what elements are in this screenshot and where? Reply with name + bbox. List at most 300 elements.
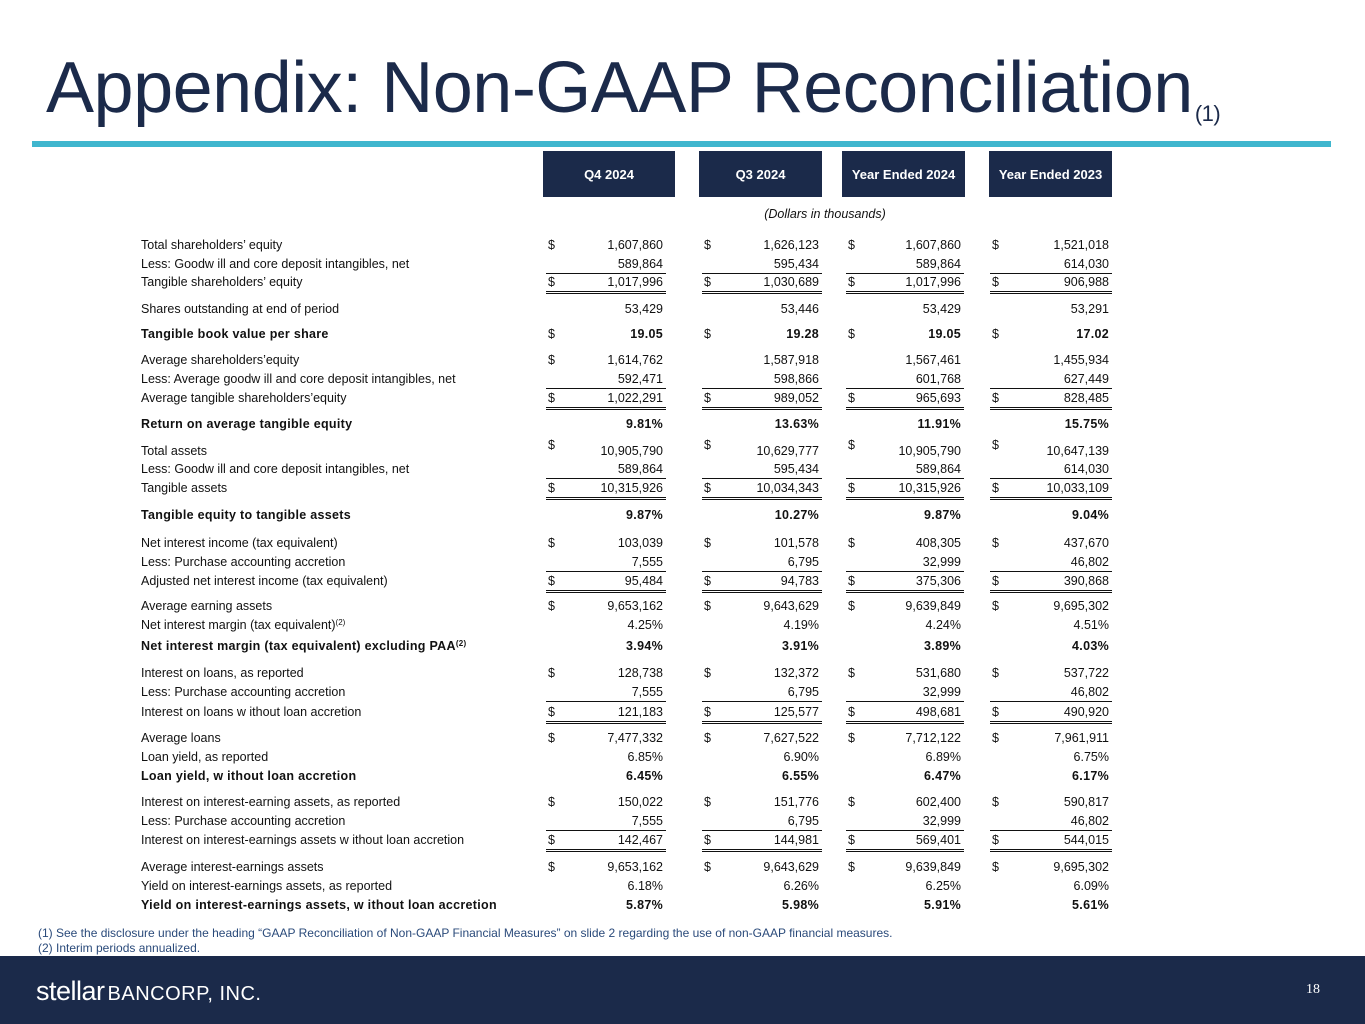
table-row — [0, 352, 1365, 368]
subtotal-underline — [846, 830, 964, 831]
cell-value: 6.47% — [924, 769, 961, 783]
cell-value: 9.81% — [626, 417, 663, 431]
column-header-year-2024: Year Ended 2024 — [842, 151, 965, 197]
currency-symbol: $ — [992, 731, 999, 745]
table-row — [0, 390, 1365, 406]
total-double-underline — [702, 849, 822, 852]
table-row — [0, 665, 1365, 681]
cell-value: 595,434 — [773, 462, 819, 476]
currency-symbol: $ — [992, 860, 999, 874]
cell-value: 10.27% — [774, 508, 819, 522]
title-divider — [32, 141, 1331, 147]
subtotal-underline — [702, 701, 822, 702]
units-note: (Dollars in thousands) — [764, 207, 886, 221]
row-label-text: Total assets — [141, 444, 208, 458]
table-row — [0, 897, 1365, 913]
subtotal-underline — [990, 830, 1112, 831]
row-label-text: Tangible shareholders’ equity — [141, 275, 303, 289]
cell-value: 6.75% — [1073, 750, 1109, 764]
row-label-text: Yield on interest-earnings assets, as reported — [141, 879, 393, 893]
cell-value: 1,022,291 — [607, 391, 663, 405]
cell-value: 95,484 — [624, 574, 663, 588]
total-double-underline — [546, 497, 666, 500]
row-label — [141, 274, 302, 290]
cell-value: 32,999 — [922, 555, 961, 569]
table-row — [0, 794, 1365, 810]
cell-value: 592,471 — [617, 372, 663, 386]
cell-value: 4.25% — [627, 618, 663, 632]
row-label-text: Average tangible shareholders’equity — [141, 391, 347, 405]
row-label — [141, 352, 299, 368]
currency-symbol: $ — [548, 599, 555, 613]
currency-symbol: $ — [704, 705, 711, 719]
currency-symbol: $ — [848, 536, 855, 550]
cell-value: 11.91% — [917, 417, 961, 431]
logo-wordmark: stellar — [36, 976, 105, 1006]
row-label — [141, 598, 272, 614]
cell-value: 375,306 — [915, 574, 961, 588]
row-label-text: Less: Purchase accounting accretion — [141, 814, 346, 828]
footer-bar — [0, 956, 1365, 1024]
row-label — [141, 390, 346, 406]
table-row — [0, 326, 1365, 342]
subtotal-underline — [846, 388, 964, 389]
row-label-text: Return on average tangible equity — [141, 417, 353, 431]
currency-symbol: $ — [704, 438, 711, 452]
cell-value: 9,695,302 — [1053, 599, 1109, 613]
row-label-text: Less: Average goodw ill and core deposit intangibles, net — [141, 372, 456, 386]
subtotal-underline — [546, 830, 666, 831]
currency-symbol: $ — [704, 731, 711, 745]
row-label — [141, 237, 282, 253]
subtotal-underline — [846, 571, 964, 572]
cell-value: 53,429 — [624, 302, 663, 316]
row-label — [141, 704, 361, 720]
currency-symbol: $ — [548, 327, 555, 341]
total-double-underline — [702, 721, 822, 724]
currency-symbol: $ — [548, 795, 555, 809]
cell-value: 614,030 — [1063, 462, 1109, 476]
cell-value: 10,315,926 — [898, 481, 961, 495]
cell-value: 408,305 — [915, 536, 961, 550]
cell-value: 390,868 — [1063, 574, 1109, 588]
table-row — [0, 301, 1365, 317]
cell-value: 53,429 — [922, 302, 961, 316]
table-row — [0, 749, 1365, 765]
cell-value: 7,712,122 — [905, 731, 961, 745]
row-label-text: Tangible book value per share — [141, 327, 329, 341]
cell-value: 6,795 — [787, 814, 819, 828]
table-row — [0, 768, 1365, 784]
row-label-text: Less: Goodw ill and core deposit intangibles, net — [141, 462, 410, 476]
currency-symbol: $ — [548, 481, 555, 495]
row-label-text: Interest on interest-earnings assets w ithout loan accretion — [141, 833, 465, 847]
row-label — [141, 617, 345, 633]
cell-value: 144,981 — [773, 833, 819, 847]
currency-symbol: $ — [848, 327, 855, 341]
table-row — [0, 598, 1365, 614]
total-double-underline — [990, 590, 1112, 593]
row-label — [141, 768, 356, 784]
cell-value: 965,693 — [915, 391, 961, 405]
cell-value: 531,680 — [915, 666, 961, 680]
row-footnote-ref: (2) — [335, 618, 346, 627]
table-row — [0, 416, 1365, 432]
cell-value: 1,567,461 — [905, 353, 961, 367]
row-label — [141, 684, 345, 700]
table-row — [0, 684, 1365, 700]
currency-symbol: $ — [848, 705, 855, 719]
currency-symbol: $ — [848, 833, 855, 847]
cell-value: 1,455,934 — [1053, 353, 1109, 367]
row-label — [141, 749, 268, 765]
cell-value: 3.91% — [782, 639, 819, 653]
total-double-underline — [990, 497, 1112, 500]
cell-value: 1,521,018 — [1053, 238, 1109, 252]
table-row — [0, 256, 1365, 272]
table-row — [0, 730, 1365, 746]
subtotal-underline — [702, 830, 822, 831]
cell-value: 9,653,162 — [607, 599, 663, 613]
row-label-text: Less: Goodw ill and core deposit intangibles, net — [141, 257, 410, 271]
row-label-text: Less: Purchase accounting accretion — [141, 555, 346, 569]
cell-value: 602,400 — [915, 795, 961, 809]
cell-value: 32,999 — [922, 814, 961, 828]
subtotal-underline — [990, 478, 1112, 479]
cell-value: 19.05 — [928, 327, 961, 341]
row-label-text: Average interest-earnings assets — [141, 860, 324, 874]
cell-value: 7,555 — [631, 814, 663, 828]
row-label — [141, 573, 388, 589]
cell-value: 4.24% — [925, 618, 961, 632]
currency-symbol: $ — [548, 705, 555, 719]
cell-value: 142,467 — [617, 833, 663, 847]
total-double-underline — [846, 590, 964, 593]
currency-symbol: $ — [992, 438, 999, 452]
subtotal-underline — [702, 478, 822, 479]
cell-value: 614,030 — [1063, 257, 1109, 271]
currency-symbol: $ — [548, 666, 555, 680]
cell-value: 598,866 — [773, 372, 819, 386]
cell-value: 3.94% — [626, 639, 663, 653]
cell-value: 4.03% — [1072, 639, 1109, 653]
currency-symbol: $ — [848, 731, 855, 745]
table-row — [0, 617, 1365, 633]
total-double-underline — [990, 291, 1112, 294]
cell-value: 53,291 — [1070, 302, 1109, 316]
cell-value: 150,022 — [617, 795, 663, 809]
row-label-text: Less: Purchase accounting accretion — [141, 685, 346, 699]
cell-value: 437,670 — [1063, 536, 1109, 550]
subtotal-underline — [846, 701, 964, 702]
cell-value: 6.25% — [925, 879, 961, 893]
cell-value: 9,639,849 — [905, 599, 961, 613]
table-row — [0, 274, 1365, 290]
total-double-underline — [702, 497, 822, 500]
cell-value: 9.04% — [1072, 508, 1109, 522]
currency-symbol: $ — [548, 353, 555, 367]
cell-value: 537,722 — [1063, 666, 1109, 680]
cell-value: 1,607,860 — [607, 238, 663, 252]
row-label — [141, 535, 338, 551]
row-label-text: Average shareholders’equity — [141, 353, 300, 367]
total-double-underline — [846, 291, 964, 294]
page-number: 18 — [1306, 982, 1320, 997]
total-double-underline — [546, 721, 666, 724]
cell-value: 19.28 — [786, 327, 819, 341]
currency-symbol: $ — [992, 833, 999, 847]
cell-value: 53,446 — [780, 302, 819, 316]
cell-value: 125,577 — [773, 705, 819, 719]
currency-symbol: $ — [992, 574, 999, 588]
cell-value: 128,738 — [617, 666, 663, 680]
cell-value: 589,864 — [915, 462, 961, 476]
table-row — [0, 878, 1365, 894]
cell-value: 6.55% — [782, 769, 819, 783]
subtotal-underline — [546, 571, 666, 572]
row-footnote-ref: (2) — [455, 639, 467, 648]
row-label-text: Loan yield, as reported — [141, 750, 269, 764]
total-double-underline — [990, 849, 1112, 852]
cell-value: 94,783 — [780, 574, 819, 588]
cell-value: 498,681 — [915, 705, 961, 719]
row-label — [141, 301, 339, 317]
cell-value: 9.87% — [924, 508, 961, 522]
row-label — [141, 832, 464, 848]
currency-symbol: $ — [992, 391, 999, 405]
currency-symbol: $ — [704, 327, 711, 341]
total-double-underline — [846, 407, 964, 410]
subtotal-underline — [546, 701, 666, 702]
cell-value: 6.17% — [1072, 769, 1109, 783]
cell-value: 5.91% — [924, 898, 961, 912]
company-logo — [36, 976, 261, 1007]
currency-symbol: $ — [992, 705, 999, 719]
currency-symbol: $ — [548, 391, 555, 405]
cell-value: 46,802 — [1070, 685, 1109, 699]
cell-value: 132,372 — [773, 666, 819, 680]
cell-value: 906,988 — [1063, 275, 1109, 289]
currency-symbol: $ — [992, 599, 999, 613]
row-label-text: Average loans — [141, 731, 221, 745]
cell-value: 32,999 — [922, 685, 961, 699]
column-header-q3-2024: Q3 2024 — [699, 151, 822, 197]
total-double-underline — [702, 407, 822, 410]
cell-value: 151,776 — [773, 795, 819, 809]
cell-value: 7,555 — [631, 685, 663, 699]
cell-value: 6.90% — [783, 750, 819, 764]
cell-value: 6.09% — [1073, 879, 1109, 893]
currency-symbol: $ — [704, 599, 711, 613]
cell-value: 15.75% — [1064, 417, 1109, 431]
table-row — [0, 237, 1365, 253]
page-title-text: Appendix: Non-GAAP Reconciliation — [46, 48, 1193, 128]
total-double-underline — [702, 590, 822, 593]
row-label-text: Loan yield, w ithout loan accretion — [141, 769, 357, 783]
currency-symbol: $ — [704, 391, 711, 405]
cell-value: 6.26% — [783, 879, 819, 893]
currency-symbol: $ — [704, 275, 711, 289]
cell-value: 9,643,629 — [763, 860, 819, 874]
subtotal-underline — [990, 701, 1112, 702]
row-label — [141, 480, 227, 496]
currency-symbol: $ — [848, 860, 855, 874]
total-double-underline — [546, 407, 666, 410]
table-row — [0, 535, 1365, 551]
cell-value: 589,864 — [915, 257, 961, 271]
column-header-year-2023: Year Ended 2023 — [989, 151, 1112, 197]
row-label — [141, 461, 409, 477]
cell-value: 4.19% — [783, 618, 819, 632]
title-footnote-ref: (1) — [1194, 101, 1221, 126]
row-label-text: Shares outstanding at end of period — [141, 302, 340, 316]
cell-value: 601,768 — [915, 372, 961, 386]
row-label — [141, 638, 467, 654]
row-label — [141, 897, 497, 913]
row-label — [141, 256, 409, 272]
currency-symbol: $ — [848, 795, 855, 809]
column-header-q4-2024: Q4 2024 — [543, 151, 675, 197]
row-label — [141, 326, 329, 342]
currency-symbol: $ — [548, 860, 555, 874]
cell-value: 17.02 — [1076, 327, 1109, 341]
cell-value: 9,639,849 — [905, 860, 961, 874]
cell-value: 1,607,860 — [905, 238, 961, 252]
total-double-underline — [546, 590, 666, 593]
currency-symbol: $ — [704, 833, 711, 847]
row-label-text: Net interest margin (tax equivalent) — [141, 618, 336, 632]
row-label-text: Yield on interest-earnings assets, w ithout loan accretion — [141, 898, 497, 912]
cell-value: 5.87% — [626, 898, 663, 912]
cell-value: 1,614,762 — [607, 353, 663, 367]
cell-value: 544,015 — [1063, 833, 1109, 847]
cell-value: 10,034,343 — [756, 481, 819, 495]
currency-symbol: $ — [548, 275, 555, 289]
currency-symbol: $ — [848, 438, 855, 452]
table-row — [0, 704, 1365, 720]
total-double-underline — [990, 407, 1112, 410]
subtotal-underline — [990, 388, 1112, 389]
footnote-2: (2) Interim periods annualized. — [38, 941, 201, 955]
table-row — [0, 480, 1365, 496]
row-label-text: Interest on loans, as reported — [141, 666, 304, 680]
cell-value: 6,795 — [787, 555, 819, 569]
currency-symbol: $ — [992, 327, 999, 341]
row-label — [141, 730, 221, 746]
currency-symbol: $ — [548, 438, 555, 452]
total-double-underline — [546, 849, 666, 852]
cell-value: 10,905,790 — [600, 444, 663, 458]
table-row — [0, 813, 1365, 829]
subtotal-underline — [846, 478, 964, 479]
cell-value: 569,401 — [915, 833, 961, 847]
total-double-underline — [846, 721, 964, 724]
row-label — [141, 813, 345, 829]
cell-value: 46,802 — [1070, 814, 1109, 828]
cell-value: 6.45% — [626, 769, 663, 783]
cell-value: 6.89% — [925, 750, 961, 764]
cell-value: 7,627,522 — [763, 731, 819, 745]
cell-value: 5.98% — [782, 898, 819, 912]
table-row — [0, 859, 1365, 875]
currency-symbol: $ — [992, 275, 999, 289]
cell-value: 590,817 — [1063, 795, 1109, 809]
row-label — [141, 878, 392, 894]
cell-value: 589,864 — [617, 257, 663, 271]
cell-value: 5.61% — [1072, 898, 1109, 912]
currency-symbol: $ — [848, 481, 855, 495]
row-label-text: Tangible equity to tangible assets — [141, 508, 352, 522]
currency-symbol: $ — [992, 536, 999, 550]
currency-symbol: $ — [704, 238, 711, 252]
row-label — [141, 554, 345, 570]
currency-symbol: $ — [704, 536, 711, 550]
currency-symbol: $ — [992, 795, 999, 809]
cell-value: 19.05 — [630, 327, 663, 341]
cell-value: 1,626,123 — [763, 238, 819, 252]
cell-value: 13.63% — [774, 417, 819, 431]
cell-value: 7,961,911 — [1054, 731, 1109, 745]
row-label-text: Tangible assets — [141, 481, 228, 495]
currency-symbol: $ — [992, 238, 999, 252]
subtotal-underline — [546, 388, 666, 389]
cell-value: 490,920 — [1063, 705, 1109, 719]
total-double-underline — [702, 291, 822, 294]
row-label — [141, 443, 207, 459]
row-label — [141, 859, 324, 875]
row-label-text: Total shareholders’ equity — [141, 238, 283, 252]
cell-value: 1,030,689 — [763, 275, 819, 289]
currency-symbol: $ — [992, 481, 999, 495]
footnote-1: (1) See the disclosure under the heading “GAAP Reconciliation of Non-GAAP Financial Measures” on slide 2 regarding the use of non-GAAP financial measures. — [38, 926, 893, 940]
cell-value: 101,578 — [773, 536, 819, 550]
cell-value: 9,653,162 — [607, 860, 663, 874]
currency-symbol: $ — [548, 574, 555, 588]
cell-value: 6,795 — [787, 685, 819, 699]
row-label-text: Net interest income (tax equivalent) — [141, 536, 338, 550]
currency-symbol: $ — [548, 238, 555, 252]
logo-suffix: BANCORP, INC. — [107, 983, 262, 1005]
cell-value: 46,802 — [1070, 555, 1109, 569]
total-double-underline — [846, 849, 964, 852]
currency-symbol: $ — [704, 666, 711, 680]
row-label-text: Adjusted net interest income (tax equivalent) — [141, 574, 388, 588]
total-double-underline — [846, 497, 964, 500]
currency-symbol: $ — [704, 860, 711, 874]
cell-value: 121,183 — [617, 705, 663, 719]
page-title — [46, 46, 1220, 130]
currency-symbol: $ — [848, 574, 855, 588]
cell-value: 9.87% — [626, 508, 663, 522]
currency-symbol: $ — [848, 599, 855, 613]
currency-symbol: $ — [704, 574, 711, 588]
currency-symbol: $ — [548, 731, 555, 745]
row-label-text: Average earning assets — [141, 599, 273, 613]
cell-value: 7,555 — [631, 555, 663, 569]
row-label — [141, 416, 352, 432]
table-row — [0, 438, 1365, 459]
table-row — [0, 371, 1365, 387]
currency-symbol: $ — [848, 391, 855, 405]
row-label — [141, 665, 304, 681]
cell-value: 10,905,790 — [898, 444, 961, 458]
cell-value: 9,695,302 — [1053, 860, 1109, 874]
currency-symbol: $ — [848, 275, 855, 289]
currency-symbol: $ — [548, 536, 555, 550]
cell-value: 595,434 — [773, 257, 819, 271]
cell-value: 9,643,629 — [763, 599, 819, 613]
table-row — [0, 832, 1365, 848]
